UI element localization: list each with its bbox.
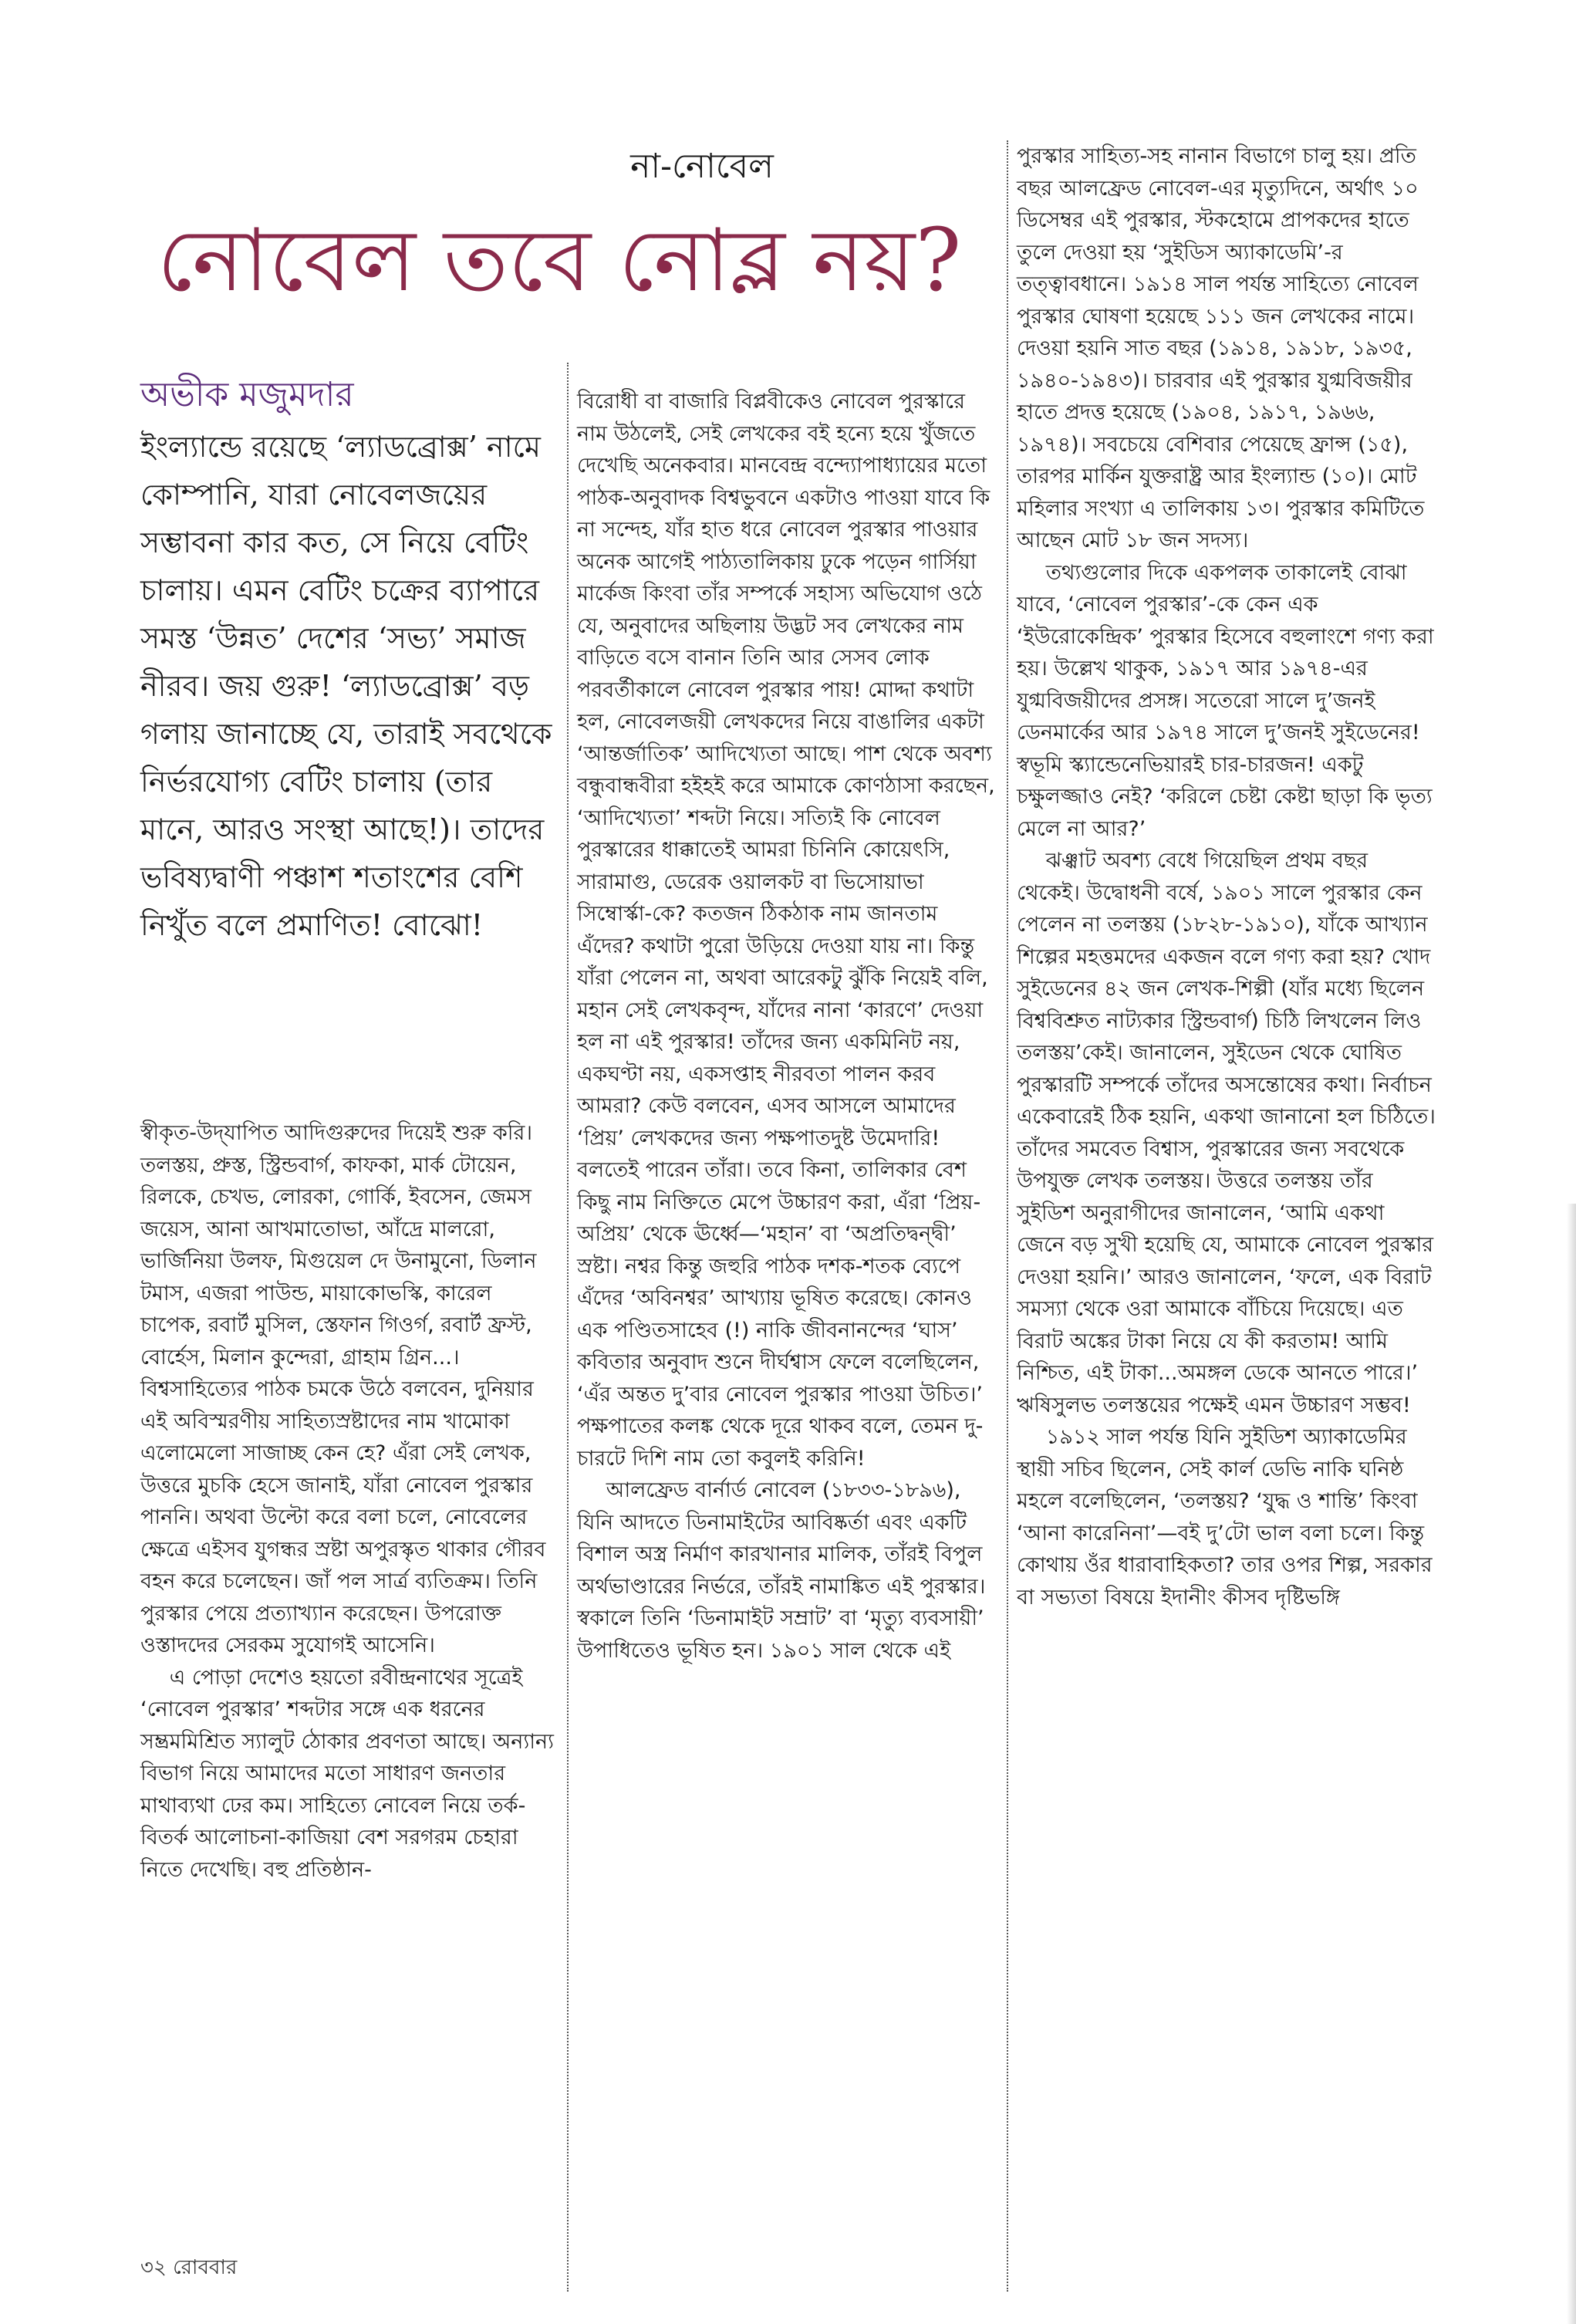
page-edge-shadow — [1567, 1204, 1576, 2324]
page-folio: ৩২ রোববার — [140, 2256, 238, 2279]
body-paragraph: পুরস্কার সাহিত্য-সহ নানান বিভাগে চালু হয়। প্রতি বছর আলফ্রেড নোবেল-এর মৃত্যুদিনে, অর্থাৎ ১০ ডিসেম্বর এই পুরস্কার, স্টকহোমে প্রাপকদের হাতে তুলে দেওয়া হয় ‘সুইডিস অ্যাকাডেমি’-র তত্ত্বাবধানে। ১৯১৪ সাল পর্যন্ত সাহিত্যে নোবেল পুরস্কার ঘোষণা হয়েছে ১১১ জন লেখকের নামে। দেওয়া হয়নি সাত বছর (১৯১৪, ১৯১৮, ১৯৩৫, ১৯৪০-১৯৪৩)। চারবার এই পুরস্কার যুগ্মবিজয়ীর হাতে প্রদত্ত হয়েছে (১৯০৪, ১৯১৭, ১৯৬৬, ১৯৭৪)। সবচেয়ে বেশিবার পেয়েছে ফ্রান্স (১৫), তারপর মার্কিন যুক্তরাষ্ট্র আর ইংল্যান্ড (১০)। মোট মহিলার সংখ্যা এ তালিকায় ১৩। পুরস্কার কমিটিতে আছেন মোট ১৮ জন সদস্য। — [1017, 144, 1425, 552]
body-paragraph: আলফ্রেড বার্নার্ড নোবেল (১৮৩৩-১৮৯৬), যিনি আদতে ডিনামাইটের আবিষ্কর্তা এবং একটি বিশাল অস্ত্র নির্মাণ কারখানার মালিক, তাঁরই বিপুল অর্থভাণ্ডারের নির্ভরে, তাঁরই নামাঙ্কিত এই পুরস্কার। স্বকালে তিনি ‘ডিনামাইট সম্রাট’ বা ‘মৃত্যু ব্যবসায়ী’ উপাধিতেও ভূষিত হন। ১৯০১ সাল থেকে এই — [577, 1478, 986, 1663]
intro-standfirst — [140, 423, 557, 949]
body-column-2 — [577, 386, 997, 1667]
body-paragraph: বিরোধী বা বাজারি বিপ্লবীকেও নোবেল পুরস্কারে নাম উঠলেই, সেই লেখকের বই হন্যে হয়ে খুঁজতে দেখেছি অনেকবার। মানবেন্দ্র বন্দ্যোপাধ্যায়ের মতো পাঠক-অনুবাদক বিশ্বভুবনে একটাও পাওয়া যাবে কি না সন্দেহ, যাঁর হাত ধরে নোবেল পুরস্কার পাওয়ার অনেক আগেই পাঠ্যতালিকায় ঢুকে পড়েন গার্সিয়া মার্কেজ কিংবা তাঁর সম্পর্কে সহাস্য অভিযোগ ওঠে যে, অনুবাদের অছিলায় উদ্ভট সব লেখকের নাম বাড়িতে বসে বানান তিনি আর সেসব লোক পরবর্তীকালে নোবেল পুরস্কার পায়! মোদ্দা কথাটা হল, নোবেলজয়ী লেখকদের নিয়ে বাঙালির একটা ‘আন্তর্জাতিক’ আদিখ্যেতা আছে। পাশ থেকে অবশ্য বন্ধুবান্ধবীরা হইহই করে আমাকে কোণঠাসা করছেন, ‘আদিখ্যেতা’ শব্দটা নিয়ে। সত্যিই কি নোবেল পুরস্কারের ধাক্কাতেই আমরা চিনিনি কোয়েৎসি, সারামাগু, ডেরেক ওয়ালকট বা ভিসোয়াভা সিম্বোর্স্কা-কে? কতজন ঠিকঠাক নাম জানতাম এঁদের? কথাটা পুরো উড়িয়ে দেওয়া যায় না। কিন্তু যাঁরা পেলেন না, অথবা আরেকটু ঝুঁকি নিয়েই বলি, মহান সেই লেখকবৃন্দ, যাঁদের নানা ‘কারণে’ দেওয়া হল না এই পুরস্কার! তাঁদের জন্য একমিনিট নয়, একঘণ্টা নয়, একসপ্তাহ নীরবতা পালন করব আমরা? কেউ বলবেন, এসব আসলে আমাদের ‘প্রিয়’ লেখকদের জন্য পক্ষপাতদুষ্ট উমেদারি! বলতেই পারেন তাঁরা। তবে কিনা, তালিকার বেশ কিছু নাম নিক্তিতে মেপে উচ্চারণ করা, এঁরা ‘প্রিয়-অপ্রিয়’ থেকে ঊর্ধ্বে—‘মহান’ বা ‘অপ্রতিদ্বন্দ্বী’ স্রষ্টা। নশ্বর কিন্তু জহুরি পাঠক দশক-শতক ব্যেপে এঁদের ‘অবিনশ্বর’ আখ্যায় ভূষিত করেছে। কোনও এক পণ্ডিতসাহেব (!) নাকি জীবনানন্দের ‘ঘাস’ কবিতার অনুবাদ শুনে দীর্ঘশ্বাস ফেলে বলেছিলেন, ‘এঁর অন্তত দু’বার নোবেল পুরস্কার পাওয়া উচিত।’ পক্ষপাতের কলঙ্ক থেকে দূরে থাকব বলে, তেমন দু-চারটে দিশি নাম তো কবুলই করিনি! — [577, 390, 995, 1471]
body-paragraph: স্বীকৃত-উদ্‌যাপিত আদিগুরুদের দিয়েই শুরু করি। তলস্তয়, প্রুস্ত, স্ট্রিন্ডবার্গ, কাফকা, মার্ক টোয়েন, রিলকে, চেখভ, লোরকা, গোর্কি, ইবসেন, জেমস জয়েস, আনা আখমাতোভা, আঁদ্রে মালরো, ভার্জিনিয়া উলফ, মিগুয়েল দে উনামুনো, ডিলান টমাস, এজরা পাউন্ড, মায়াকোভস্কি, কারেল চাপেক, রবার্ট মুসিল, স্তেফান গিওর্গ, রবার্ট ফ্রস্ট, বোর্হেস, মিলান কুন্দেরা, গ্রাহাম গ্রিন...। বিশ্বসাহিত্যের পাঠক চমকে উঠে বলবেন, দুনিয়ার এই অবিস্মরণীয় সাহিত্যস্রষ্টাদের নাম খামোকা এলোমেলো সাজাচ্ছ কেন হে? এঁরা সেই লেখক, উত্তরে মুচকি হেসে জানাই, যাঁরা নোবেল পুরস্কার পাননি। অথবা উল্টো করে বলা চলে, নোবেলের ক্ষেত্রে এইসব যুগন্ধর স্রষ্টা অপুরস্কৃত থাকার গৌরব বহন করে চলেছেন। জাঁ পল সার্ত্র ব্যতিক্রম। তিনি পুরস্কার পেয়ে প্রত্যাখ্যান করেছেন। উপরোক্ত ওস্তাদদের সেরকম সুযোগই আসেনি। — [140, 1121, 546, 1657]
column-rule — [1007, 140, 1008, 2292]
body-paragraph: ঝঞ্ঝাট অবশ্য বেধে গিয়েছিল প্রথম বছর থেকেই। উদ্বোধনী বর্ষে, ১৯০১ সালে পুরস্কার কেন পেলেন না তলস্তয় (১৮২৮-১৯১০), যাঁকে আখ্যান শিল্পের মহত্তমদের একজন বলে গণ্য করা হয়? খোদ সুইডেনের ৪২ জন লেখক-শিল্পী (যাঁর মধ্যে ছিলেন বিশ্ববিশ্রুত নাট্যকার স্ট্রিন্ডবার্গ) চিঠি লিখলেন লিও তলস্তয়’কেই। জানালেন, সুইডেন থেকে ঘোষিত পুরস্কারটি সম্পর্কে তাঁদের অসন্তোষের কথা। নির্বাচন একেবারেই ঠিক হয়নি, একথা জানানো হল চিঠিতে। তাঁদের সমবেত বিশ্বাস, পুরস্কারের জন্য সবথেকে উপযুক্ত লেখক তলস্তয়। উত্তরে তলস্তয় তাঁর সুইডিশ অনুরাগীদের জানালেন, ‘আমি একথা জেনে বড় সুখী হয়েছি যে, আমাকে নোবেল পুরস্কার দেওয়া হয়নি।’ আরও জানালেন, ‘ফলে, এক বিরাট সমস্যা থেকে ওরা আমাকে বাঁচিয়ে দিয়েছে। এত বিরাট অঙ্কের টাকা নিয়ে যে কী করতাম! আমি নিশ্চিত, এই টাকা...অমঙ্গল ডেকে আনতে পারে।’ ঋষিসুলভ তলস্তয়ের পক্ষেই এমন উচ্চারণ সম্ভব! — [1017, 849, 1436, 1417]
byline: অভীক মজুমদার — [140, 375, 354, 414]
section-kicker: না-নোবেল — [630, 147, 774, 186]
body-column-1 — [140, 1117, 557, 1886]
intro-paragraph: ইংল্যান্ডে রয়েছে ‘ল্যাডব্রোক্স’ নামে কোম্পানি, যারা নোবেলজয়ের সম্ভাবনা কার কত, সে নিয়ে বেটিং চালায়। এমন বেটিং চক্রের ব্যাপারে সমস্ত ‘উন্নত’ দেশের ‘সভ্য’ সমাজ নীরব। জয় গুরু! ‘ল্যাডব্রোক্স’ বড় গলায় জানাচ্ছে যে, তারাই সবথেকে নির্ভরযোগ্য বেটিং চালায় (তার মানে, আরও সংস্থা আছে!)। তাদের ভবিষ্যদ্বাণী পঞ্চাশ শতাংশের বেশি নিখুঁত বলে প্রমাণিত! বোঝো! — [140, 430, 552, 942]
body-paragraph: তথ্যগুলোর দিকে একপলক তাকালেই বোঝা যাবে, ‘নোবেল পুরস্কার’-কে কেন এক ‘ইউরোকেন্দ্রিক’ পুরস্কার হিসেবে বহুলাংশে গণ্য করা হয়। উল্লেখ থাকুক, ১৯১৭ আর ১৯৭৪-এর যুগ্মবিজয়ীদের প্রসঙ্গ। সতেরো সালে দু’জনই ডেনমার্কের আর ১৯৭৪ সালে দু’জনই সুইডেনের! স্বভূমি স্ক্যান্ডেনেভিয়ারই চার-চারজন! একটু চক্ষুলজ্জাও নেই? ‘করিলে চেষ্টা কেষ্টা ছাড়া কি ভৃত্য মেলে না আর?’ — [1017, 560, 1434, 841]
body-column-3 — [1017, 140, 1437, 1613]
headline: নোবেল তবে নোব্ল নয়? — [157, 211, 962, 311]
body-paragraph: ১৯১২ সাল পর্যন্ত যিনি সুইডিশ অ্যাকাডেমির স্থায়ী সচিব ছিলেন, সেই কার্ল ডেভি নাকি ঘনিষ্ঠ মহলে বলেছিলেন, ‘তলস্তয়? ‘যুদ্ধ ও শান্তি’ কিংবা ‘আনা কারেনিনা’—বই দু’টো ভাল বলা চলে। কিন্তু কোথায় ওঁর ধারাবাহিকতা? তার ওপর শিল্প, সরকার বা সভ্যতা বিষয়ে ইদানীং কীসব দৃষ্টিভঙ্গি — [1017, 1425, 1433, 1610]
column-rule — [567, 363, 569, 2292]
body-paragraph: এ পোড়া দেশেও হয়তো রবীন্দ্রনাথের সূত্রেই ‘নোবেল পুরস্কার’ শব্দটার সঙ্গে এক ধরনের সম্ভ্রমমিশ্রিত স্যালুট ঠোকার প্রবণতা আছে। অন্যান্য বিভাগ নিয়ে আমাদের মতো সাধারণ জনতার মাথাব্যথা ঢের কম। সাহিত্যে নোবেল নিয়ে তর্ক-বিতর্ক আলোচনা-কাজিয়া বেশ সরগরম চেহারা নিতে দেখেছি। বহু প্রতিষ্ঠান- — [140, 1665, 554, 1882]
